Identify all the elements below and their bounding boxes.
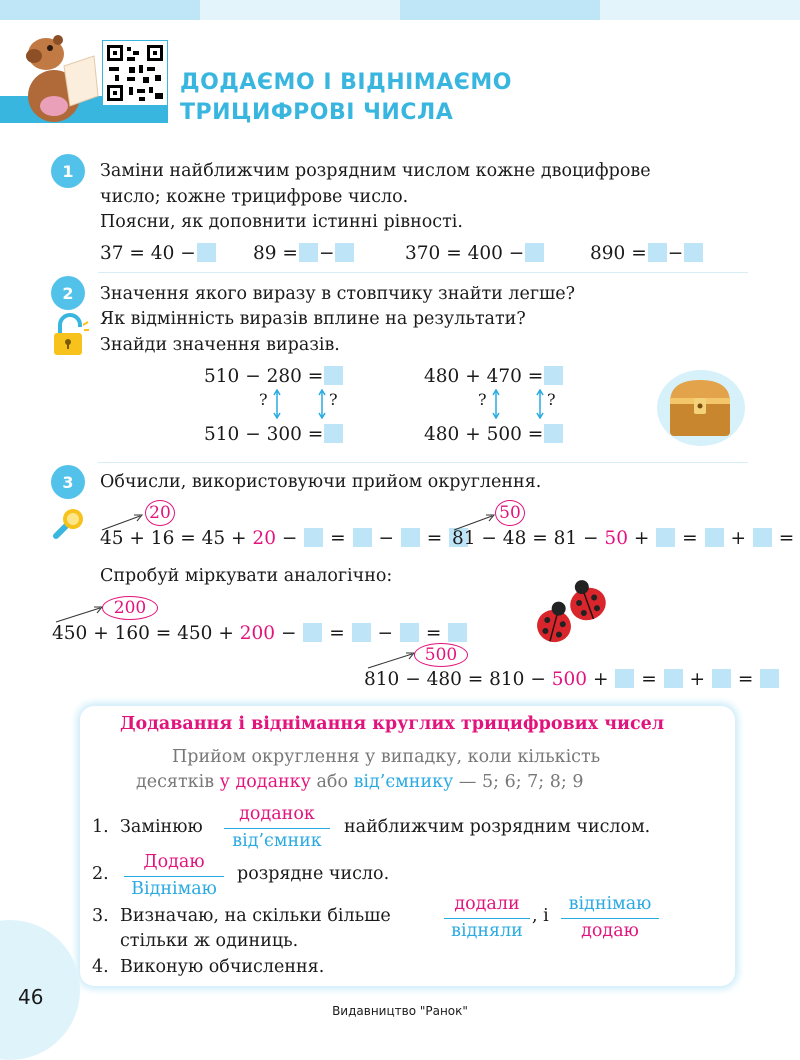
answer-box[interactable] <box>712 669 731 688</box>
highlight-addend: у доданку <box>219 772 311 792</box>
top-stripe-4 <box>600 0 800 20</box>
double-arrow-icon <box>273 389 281 419</box>
double-arrow-icon <box>492 389 500 419</box>
answer-box[interactable] <box>304 528 323 547</box>
fraction-top: додали <box>454 894 520 914</box>
task-3-equation-c <box>52 623 468 644</box>
answer-box[interactable] <box>648 243 667 262</box>
rule-step-3-text-a: Визначаю, на скільки більше <box>120 906 391 926</box>
rounded-number: 50 <box>604 528 628 549</box>
equals-sign: = <box>329 623 345 644</box>
rule-step-4-number: 4. <box>92 957 109 977</box>
equation-text: 89 = <box>253 243 298 264</box>
arrow-icon <box>366 650 418 670</box>
equation-text: 810 − 480 = 810 − <box>364 669 546 690</box>
equals-sign: = <box>641 669 657 690</box>
minus-sign: − <box>378 528 394 549</box>
answer-box[interactable] <box>299 243 318 262</box>
top-stripe-3 <box>400 0 600 20</box>
equation-text: 510 − 280 = <box>204 366 324 387</box>
question-mark: ? <box>259 390 268 409</box>
answer-box[interactable] <box>324 424 343 443</box>
rule-step-3-fraction-2 <box>561 896 659 941</box>
rule-subtitle-line-1: Прийом округлення у випадку, коли кількість <box>172 747 601 767</box>
task-2-expression-4 <box>424 424 564 445</box>
task-3-equation-a <box>100 528 469 549</box>
fraction-top: доданок <box>239 804 315 824</box>
answer-box[interactable] <box>197 243 216 262</box>
divider <box>98 462 748 463</box>
task-2-expression-3 <box>424 366 564 387</box>
task-1-equation-2 <box>253 243 355 264</box>
text: — 5; 6; 7; 8; 9 <box>458 772 584 792</box>
rounded-number: 200 <box>239 623 276 644</box>
task-1-line-3: Поясни, як доповнити істинні рівності. <box>100 212 463 232</box>
arrow-icon <box>54 604 106 624</box>
rounded-number: 500 <box>551 669 588 690</box>
equals-sign: = <box>778 528 795 549</box>
rule-subtitle-line-2 <box>136 774 584 792</box>
answer-box[interactable] <box>664 669 683 688</box>
rounded-number-oval: 500 <box>414 643 468 667</box>
answer-box[interactable] <box>400 623 419 642</box>
minus-sign: − <box>667 243 684 264</box>
equation-text: 81 − 48 = 81 − <box>452 528 599 549</box>
answer-box[interactable] <box>352 623 371 642</box>
page-title-line2: ТРИЦИФРОВІ ЧИСЛА <box>180 100 454 125</box>
task-2-line-3: Знайди значення виразів. <box>100 335 340 355</box>
rule-step-3-fraction-1 <box>444 896 530 941</box>
answer-box[interactable] <box>656 528 675 547</box>
qr-code[interactable] <box>102 40 168 106</box>
task-1-line-1: Заміни найближчим розрядним числом кожне двоцифрове <box>100 161 651 181</box>
equation-text: 45 + 16 = 45 + <box>100 528 247 549</box>
task-1-equation-1 <box>100 243 217 264</box>
question-mark: ? <box>329 390 338 409</box>
equation-text: 890 = <box>590 243 647 264</box>
task-2-line-1: Значення якого виразу в стовпчику знайти легше? <box>100 284 576 304</box>
equals-sign: = <box>426 528 443 549</box>
task-3-equation-d <box>364 669 780 690</box>
minus-sign: − <box>280 623 297 644</box>
highlight-subtrahend: від’ємнику <box>353 772 454 792</box>
capybara-mascot-icon <box>14 26 104 122</box>
equals-sign: = <box>737 669 754 690</box>
rounded-number-oval: 50 <box>495 500 525 526</box>
equation-text: 510 − 300 = <box>204 424 324 445</box>
task-1-equation-4 <box>590 243 704 264</box>
answer-box[interactable] <box>303 623 322 642</box>
answer-box[interactable] <box>335 243 354 262</box>
rule-step-2-fraction <box>124 854 224 899</box>
rounded-number: 20 <box>252 528 276 549</box>
task-2-expression-2 <box>204 424 344 445</box>
page-title-line1: ДОДАЄМО І ВІДНІМАЄМО <box>180 70 512 95</box>
rule-title: Додавання і віднімання круглих трицифрових чисел <box>120 714 665 734</box>
task-3-number: 3 <box>51 465 85 499</box>
ladybugs-icon <box>528 576 620 650</box>
minus-sign: − <box>281 528 298 549</box>
fraction-bar <box>124 876 224 878</box>
plus-sign: + <box>730 528 746 549</box>
rounded-number-oval: 20 <box>145 500 175 526</box>
plus-sign: + <box>592 669 609 690</box>
task-3-try-text: Спробуй міркувати аналогічно: <box>100 566 393 586</box>
rule-step-3-connector: , і <box>532 906 549 926</box>
answer-box[interactable] <box>448 623 467 642</box>
text: або <box>316 772 348 792</box>
answer-box[interactable] <box>401 528 420 547</box>
task-1-equation-3 <box>405 243 545 264</box>
fraction-top: віднімаю <box>568 894 652 914</box>
fraction-bar <box>444 918 530 920</box>
answer-box[interactable] <box>684 243 703 262</box>
equals-sign: = <box>330 528 346 549</box>
plus-sign: + <box>689 669 706 690</box>
plus-sign: + <box>633 528 650 549</box>
task-1-number: 1 <box>51 154 85 188</box>
rule-step-3-number: 3. <box>92 906 109 926</box>
page-number: 46 <box>18 985 44 1009</box>
minus-sign: − <box>377 623 394 644</box>
task-3-intro: Обчисли, використовуючи прийом округлення. <box>100 472 542 492</box>
publisher-footer: Видавництво "Ранок" <box>332 1004 468 1018</box>
rule-step-4-text: Виконую обчислення. <box>120 957 325 977</box>
qr-code-icon <box>103 41 167 105</box>
task-2-line-2: Як відмінність виразів вплине на результати? <box>100 309 526 329</box>
answer-box[interactable] <box>525 243 544 262</box>
task-2-expression-1 <box>204 366 344 387</box>
fraction-bottom: від’ємник <box>232 831 322 851</box>
rule-step-2-text: розрядне число. <box>237 864 390 884</box>
magnifier-icon <box>48 504 88 544</box>
double-arrow-icon <box>318 389 326 419</box>
task-3-equation-b <box>452 528 800 549</box>
equation-text: 450 + 160 = 450 + <box>52 623 234 644</box>
rule-step-2-number: 2. <box>92 864 109 884</box>
equals-sign: = <box>682 528 698 549</box>
answer-box[interactable] <box>753 528 772 547</box>
text: десятків <box>136 772 215 792</box>
question-mark: ? <box>478 390 487 409</box>
task-2-number: 2 <box>51 276 85 310</box>
minus-sign: − <box>318 243 335 264</box>
answer-box[interactable] <box>705 528 724 547</box>
answer-box[interactable] <box>544 366 563 385</box>
rule-step-1-text-b: найближчим розрядним числом. <box>344 817 651 837</box>
task-1-line-2: число; кожне трицифрове число. <box>100 187 409 207</box>
fraction-bar <box>561 918 659 920</box>
rule-step-3-text-b: стільки ж одиниць. <box>120 931 299 951</box>
answer-box[interactable] <box>544 424 563 443</box>
fraction-bottom: відняли <box>451 921 523 941</box>
fraction-bottom: Віднімаю <box>131 879 217 899</box>
answer-box[interactable] <box>760 669 779 688</box>
fraction-bottom: додаю <box>581 921 639 941</box>
rule-step-1-number: 1. <box>92 817 109 837</box>
question-mark: ? <box>547 390 556 409</box>
rule-step-1-fraction <box>224 806 330 851</box>
equation-text: 480 + 500 = <box>424 424 544 445</box>
double-arrow-icon <box>536 389 544 419</box>
answer-box[interactable] <box>615 669 634 688</box>
answer-box[interactable] <box>324 366 343 385</box>
padlock-icon <box>50 313 90 357</box>
equation-text: 370 = 400 − <box>405 243 525 264</box>
divider <box>98 272 748 273</box>
rounded-number-oval: 200 <box>102 596 158 620</box>
equation-text: 480 + 470 = <box>424 366 544 387</box>
top-stripe-2 <box>200 0 400 20</box>
treasure-chest-icon <box>656 364 746 448</box>
fraction-bar <box>224 828 330 830</box>
fraction-top: Додаю <box>143 852 205 872</box>
equals-sign: = <box>425 623 442 644</box>
top-stripe-1 <box>0 0 200 20</box>
equation-text: 37 = 40 − <box>100 243 196 264</box>
rule-step-1-text-a: Замінюю <box>120 817 203 837</box>
answer-box[interactable] <box>353 528 372 547</box>
